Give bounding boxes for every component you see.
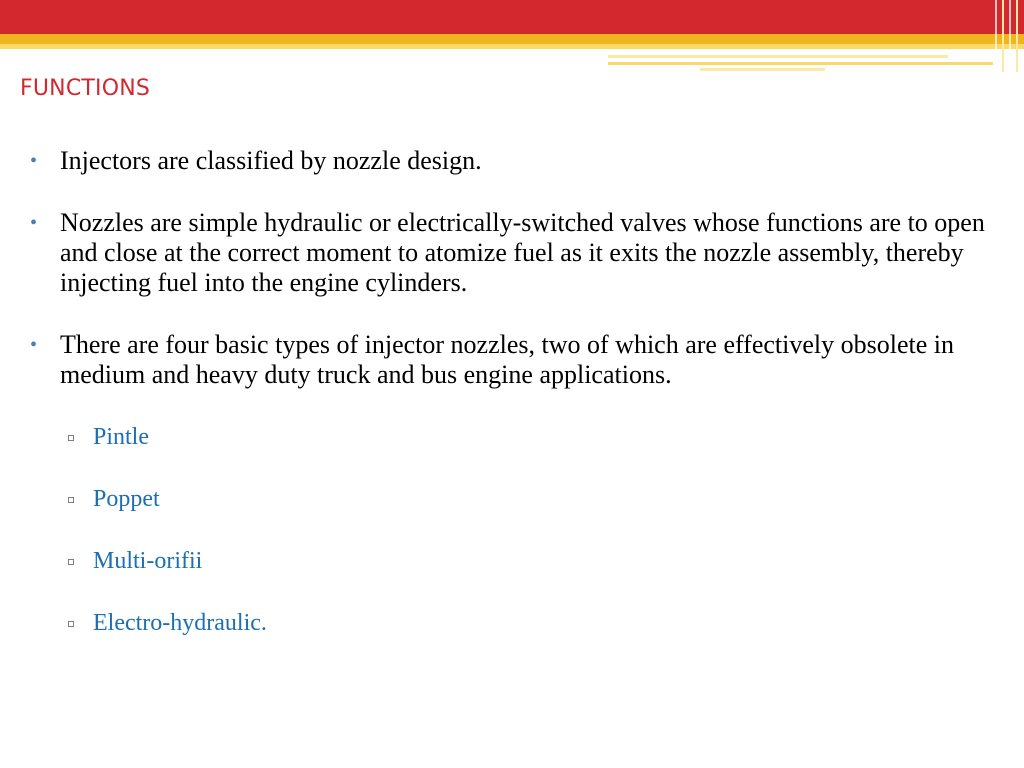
sub-bullet-text: Multi-orifii	[93, 548, 203, 574]
slide-content	[30, 146, 1010, 638]
bullet-dot-icon: •	[30, 334, 38, 356]
header-stripe-1	[608, 55, 948, 58]
bullet-text: There are four basic types of injector nozzles, two of which are effectively obsolete in medium and heavy duty truck and bus engine applications.	[60, 330, 954, 389]
sub-bullet-text: Pintle	[93, 424, 150, 450]
header-vertical-stripes	[993, 0, 1024, 72]
bullet-dot-icon: •	[30, 150, 38, 172]
square-bullet-icon	[68, 621, 74, 627]
sub-bullet-text: Electro-hydraulic.	[93, 610, 267, 636]
header-band-red	[0, 0, 1024, 34]
sub-bullet-item	[30, 608, 1010, 638]
sub-bullet-text: Poppet	[93, 486, 160, 512]
sub-bullet-item	[30, 546, 1010, 576]
bullet-text: Injectors are classified by nozzle design.	[60, 146, 482, 175]
bullet-item	[30, 146, 1010, 176]
bullet-list	[30, 146, 1010, 390]
bullet-dot-icon: •	[30, 212, 38, 234]
square-bullet-icon	[68, 559, 74, 565]
square-bullet-icon	[68, 435, 74, 441]
bullet-item	[30, 208, 1010, 298]
header-stripe-2	[608, 62, 993, 65]
header-band-yellow-light	[0, 44, 1024, 49]
bullet-item	[30, 330, 1010, 390]
square-bullet-icon	[68, 497, 74, 503]
slide-title: FUNCTIONS	[20, 76, 151, 101]
sub-bullet-item	[30, 484, 1010, 514]
sub-bullet-item	[30, 422, 1010, 452]
sub-bullet-list	[30, 422, 1010, 638]
bullet-text: Nozzles are simple hydraulic or electrically-switched valves whose functions are to open and close at the correct moment to atomize fuel as it exits the nozzle assembly, thereby injecting fuel into the engine cylinders.	[60, 208, 985, 297]
header-band-yellow	[0, 34, 1024, 44]
header-stripe-3	[700, 68, 825, 71]
